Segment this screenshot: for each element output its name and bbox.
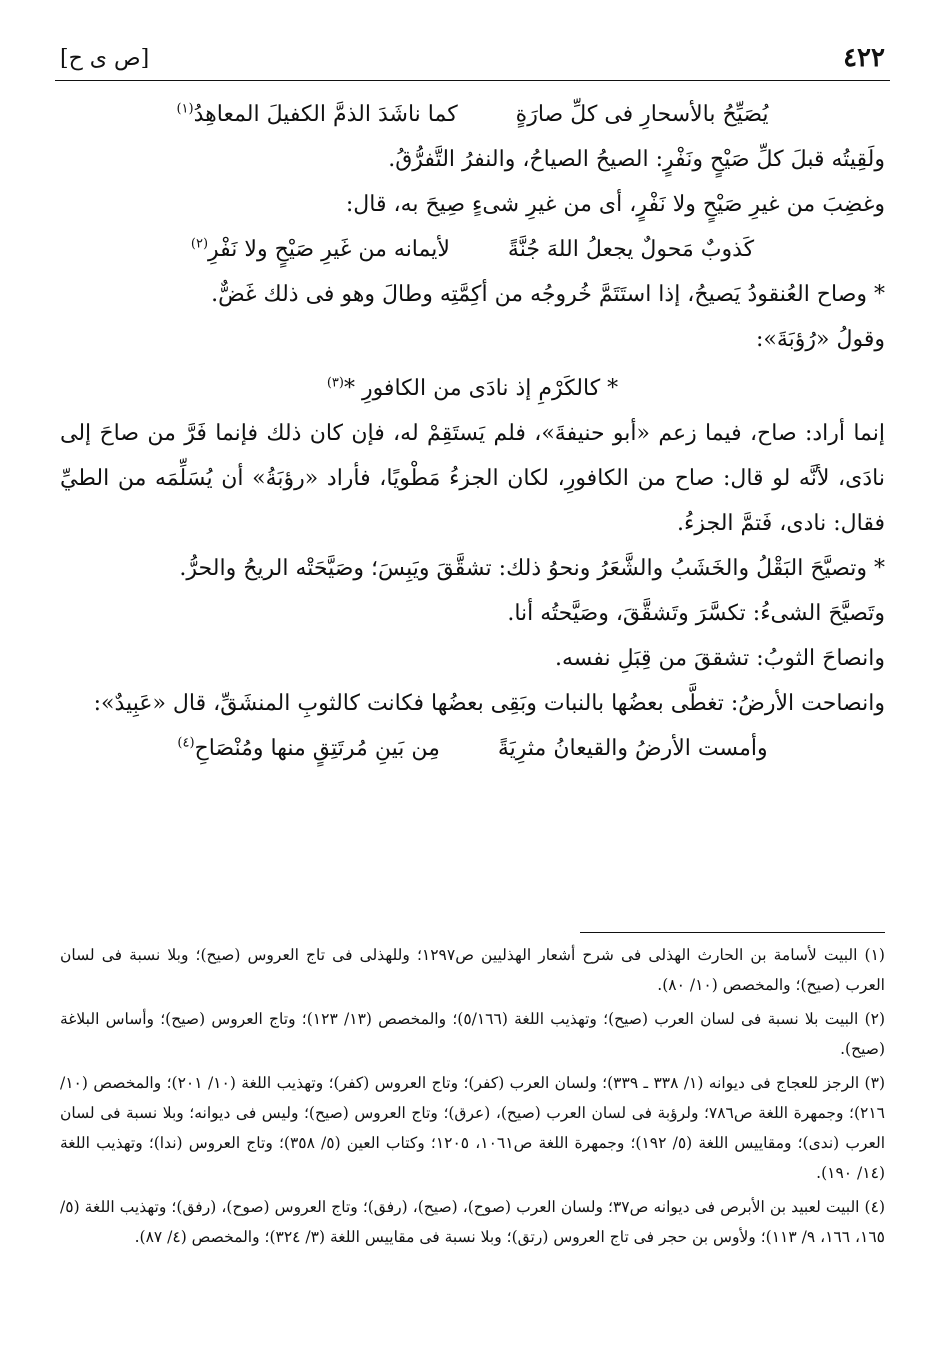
verse-2 — [60, 227, 885, 272]
footnotes — [60, 940, 885, 1256]
footnote-4: (٤) البيت لعبيد بن الأبرص فى ديوانه ص٣٧؛ ولسان العرب (صوح)، (صيح)، (رفق)؛ وتاج العروس (صوح)، (رفق)؛ وتهذيب اللغة (٥/ ١٦٥، ١٦٦، ٩/ ١١٣)؛ ولأوس بن حجر فى تاج العروس (رتق)؛ وبلا نسبة فى مقاييس اللغة (٣/ ٣٢٤)؛ والمخصص (٤/ ٨٧). — [60, 1198, 885, 1246]
text-line: * وتصيَّحَ البَقْلُ والخَشَبُ والشَّعَرُ ونحوُ ذلك: تشقَّقَ ويَبِسَ؛ وصَيَّحَتْه الريحُ والحرُّ. — [179, 556, 885, 581]
text-line: وقولُ «رُؤبَةَ»: — [756, 327, 885, 352]
verse-2-second-text: لأيمانه من غَيرِ صَيْحٍ ولا نَفْرِ — [208, 237, 450, 262]
page-number: ٤٢٢ — [843, 43, 885, 73]
text-line: وغضِبَ من غيرِ صَيْحٍ ولا نَفْرٍ، أى من غيرِ شىءٍ صِيحَ به، قال: — [345, 192, 885, 217]
footnote-ref-4: (٤) — [177, 735, 195, 751]
footnote-divider — [580, 932, 885, 933]
verse-2-first-hemistich: كَذوبٌ مَحولٌ يجعلُ اللهَ جُنَّةً — [507, 237, 755, 262]
footnote-2: (٢) البيت بلا نسبة فى لسان العرب (صيح)؛ وتهذيب اللغة (٥/١٦٦)؛ والمخصص (١٣/ ١٢٣)؛ وتاج العروس (صيح)؛ وأساس البلاغة (صيح). — [60, 1010, 886, 1058]
text-line: وانصاحَ الثوبُ: تشققَ من قِبَلِ نفسه. — [555, 646, 885, 671]
verse-4 — [60, 726, 885, 771]
text-line: ولَقِيتُه قبلَ كلِّ صَيْحٍ ونَفْرٍ: الصيحُ الصياحُ، والنفرُ التَّفرُّقُ. — [388, 147, 885, 172]
header-divider — [55, 80, 890, 81]
verse-1-second-text: كما ناشَدَ الذمَّ الكفيلَ المعاهِدُ — [193, 102, 458, 127]
verse-4-second-text: مِن بَينِ مُرتَتِقٍ منها ومُنْصَاحِ — [194, 736, 440, 761]
verse-1-second-hemistich — [176, 92, 457, 137]
footnote-ref-1: (١) — [176, 101, 194, 117]
footnote-ref-2: (٢) — [190, 236, 209, 252]
verse-3 — [60, 366, 885, 411]
text-paragraph: إنما أراد: صاح، فيما زعم «أبو حنيفةَ»، فلم يَستَقِمْ له، فإن كان ذلك فإنما فَرَّ من صاحَ إلى نادَى، لأنَّه لو قال: صاح من الكافورِ، لكان الجزءُ مَطْويًا، فأراد «رؤبَةُ» أن يُسَلِّمَه من الطيِّ فقال: نادى، فَتمَّ الجزءُ. — [60, 421, 885, 536]
verse-4-second-hemistich — [177, 726, 439, 771]
verse-3-text: * كالكَرْمِ إذ نادَى من الكافورِ * — [343, 376, 619, 401]
footnote-ref-3: (٣) — [326, 375, 344, 391]
footnote-1: (١) البيت لأسامة بن الحارث الهذلى فى شرح أشعار الهذليين ص١٢٩٧؛ وللهذلى فى تاج العروس (صيح)؛ وبلا نسبة فى لسان العرب (صيح)؛ والمخصص (١٠/ ٨٠). — [60, 946, 885, 994]
section-label: [ص ى ح] — [60, 45, 150, 71]
verse-2-second-hemistich — [191, 227, 450, 272]
verse-4-first-hemistich: وأمست الأرضُ والقيعانُ مثرِيَةً — [497, 736, 768, 761]
verse-1 — [60, 92, 885, 137]
text-line: * وصاح العُنقودُ يَصيحُ، إذا استَتَمَّ خُروجُه من أكِمَّتِه وطالَ وهو فى ذلك غَضٌّ. — [211, 282, 885, 307]
verse-1-first-hemistich: يُصَيِّحُ بالأسحارِ فى كلِّ صارَةٍ — [515, 102, 769, 127]
main-text — [60, 92, 885, 771]
text-line: وتَصيَّحَ الشىءُ: تكسَّرَ وتَشقَّقَ، وصَيَّحتُه أنا. — [507, 601, 885, 626]
footnote-3: (٣) الرجز للعجاج فى ديوانه (١/ ٣٣٨ ـ ٣٣٩)؛ ولسان العرب (كفر)؛ وتاج العروس (كفر)؛ وتهذيب اللغة (١٠/ ٢٠١)؛ والمخصص (١٠/ ٢١٦)؛ وجمهرة اللغة ص٧٨٦؛ ولرؤبة فى لسان العرب (صيح)، (عرق)؛ وتاج العروس (صيح)؛ وليس فى ديوانه؛ وبلا نسبة فى لسان العرب (ندى)؛ ومقاييس اللغة (٥/ ١٩٢)؛ وجمهرة اللغة ص١٠٦١، ١٢٠٥؛ وكتاب العين (٥/ ٣٥٨)؛ وتاج العروس (ندا)؛ وتهذيب اللغة (١٤/ ١٩٠). — [60, 1074, 885, 1182]
page-header — [60, 38, 885, 78]
text-paragraph: وانصاحت الأرضُ: تغطَّى بعضُها بالنبات وبَقِى بعضُها فكانت كالثوبِ المنشَقِّ، قال «عَبِيدٌ»: — [93, 691, 885, 716]
